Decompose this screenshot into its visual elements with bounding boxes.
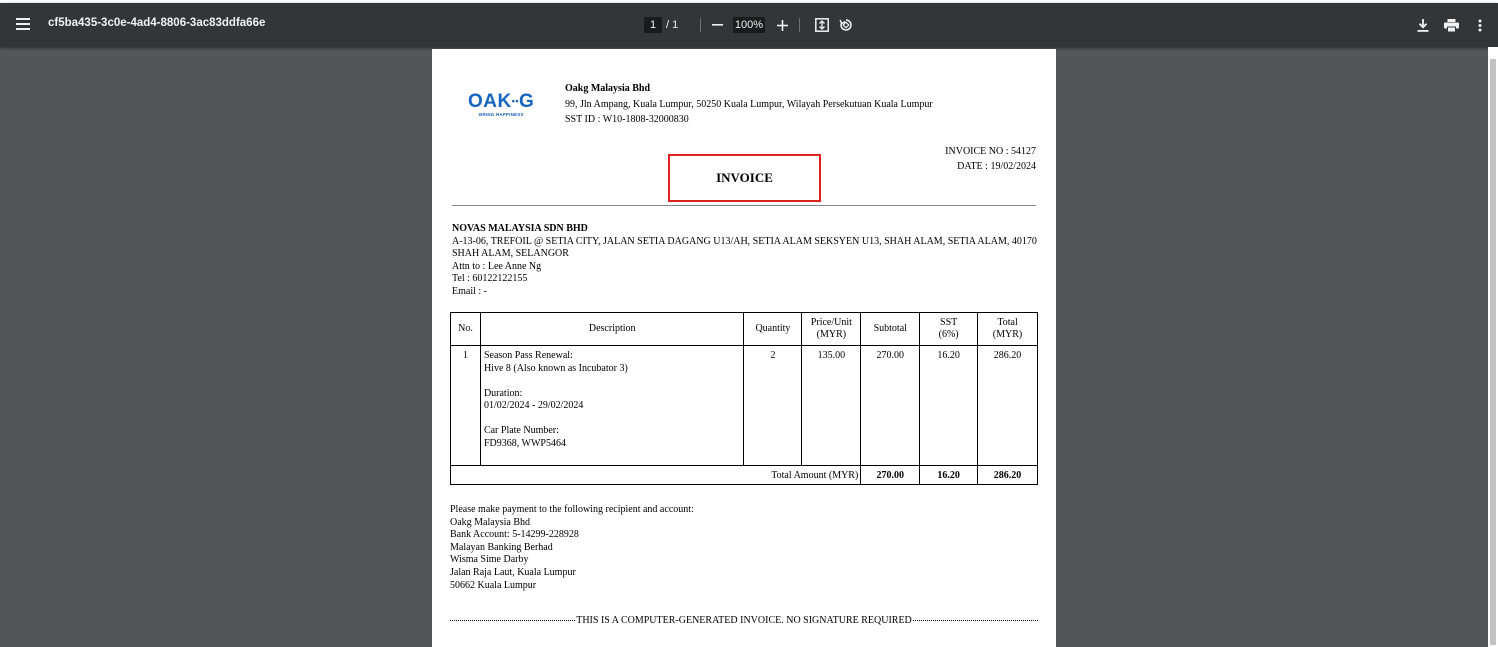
company-details — [565, 81, 933, 128]
payment-line: Jalan Raja Laut, Kuala Lumpur — [450, 566, 576, 578]
payment-line: Wisma Sime Darby — [450, 554, 529, 566]
row-subtotal: 270.00 — [861, 346, 920, 466]
customer-address-line1: A-13-06, TREFOIL @ SETIA CITY, JALAN SETIA DAGANG U13/AH, SETIA ALAM SEKSYEN U13, SHAH ALAM, SETIA ALAM, 40170 — [452, 235, 1037, 247]
col-header-subtotal: Subtotal — [861, 313, 920, 346]
customer-address-line2: SHAH ALAM, SELANGOR — [452, 248, 569, 259]
total-subtotal: 270.00 — [861, 466, 920, 485]
footer-dotted-rule — [450, 620, 575, 621]
rotate-icon[interactable] — [837, 15, 855, 35]
toolbar-divider — [700, 18, 701, 32]
footer-note — [450, 614, 1038, 626]
total-amount-label: Total Amount (MYR) — [451, 466, 861, 485]
col-header-price-unit-line1: Price/Unit — [810, 317, 852, 328]
payment-line: 50662 Kuala Lumpur — [450, 579, 537, 591]
vertical-scrollbar[interactable] — [1488, 47, 1498, 647]
menu-icon[interactable] — [12, 13, 34, 35]
desc-line: Duration: — [483, 387, 523, 399]
payment-instructions — [450, 504, 694, 592]
more-options-icon[interactable] — [1474, 15, 1486, 35]
page-number-input[interactable]: 1 — [644, 17, 662, 33]
payment-line: Please make payment to the following recipient and account: — [450, 504, 694, 515]
zoom-out-icon[interactable] — [709, 15, 725, 35]
row-price-unit: 135.00 — [802, 346, 861, 466]
customer-attn: Attn to : Lee Anne Ng — [452, 260, 542, 272]
company-sst-id: SST ID : W10-1808-32000830 — [565, 114, 689, 125]
payment-line: Malayan Banking Berhad — [450, 541, 553, 553]
customer-tel: Tel : 60122122155 — [452, 273, 528, 284]
col-header-quantity: Quantity — [744, 313, 802, 346]
col-header-no: No. — [451, 313, 481, 346]
logo-text-g: G — [519, 91, 535, 112]
invoice-meta — [945, 144, 1036, 174]
footer-dotted-rule — [913, 620, 1038, 621]
print-icon[interactable] — [1442, 15, 1460, 35]
col-header-total-line1: Total — [997, 317, 1018, 328]
invoice-number: INVOICE NO : 54127 — [945, 146, 1036, 157]
company-logo — [468, 91, 538, 121]
company-name: Oakg Malaysia Bhd — [565, 83, 651, 94]
toolbar-divider — [799, 18, 800, 32]
logo-dots-icon: •• — [511, 96, 520, 106]
invoice-items-table — [450, 312, 1038, 485]
desc-line: 01/02/2024 - 29/02/2024 — [483, 400, 584, 411]
payment-line: Oakg Malaysia Bhd — [450, 516, 530, 528]
table-header-row — [451, 313, 1038, 346]
footer-text: THIS IS A COMPUTER-GENERATED INVOICE. NO SIGNATURE REQUIRED — [576, 614, 912, 626]
logo-tagline: BRING HAPPINESS — [479, 112, 524, 117]
pdf-toolbar — [0, 3, 1498, 47]
invoice-date: DATE : 19/02/2024 — [957, 161, 1036, 172]
row-sst: 16.20 — [920, 346, 978, 466]
invoice-title: INVOICE — [716, 170, 773, 185]
col-header-sst-line1: SST — [940, 317, 958, 328]
customer-name: NOVAS MALAYSIA SDN BHD — [452, 223, 588, 234]
col-header-sst — [920, 313, 978, 346]
table-row — [451, 346, 1038, 466]
col-header-sst-line2: (6%) — [938, 329, 959, 340]
total-sst: 16.20 — [920, 466, 978, 485]
col-header-description: Description — [480, 313, 744, 346]
row-quantity: 2 — [744, 346, 802, 466]
customer-email: Email : - — [452, 285, 487, 297]
total-amount: 286.20 — [978, 466, 1038, 485]
col-header-total — [978, 313, 1038, 346]
header-divider — [452, 205, 1036, 206]
desc-line: Season Pass Renewal: — [483, 350, 573, 361]
company-address: 99, Jln Ampang, Kuala Lumpur, 50250 Kuala Lumpur, Wilayah Persekutuan Kuala Lumpur — [565, 98, 933, 110]
fit-to-page-icon[interactable] — [813, 15, 831, 35]
col-header-price-unit — [802, 313, 861, 346]
invoice-title-highlight — [668, 154, 821, 202]
logo-text: OAK — [468, 91, 512, 112]
table-total-row — [451, 466, 1038, 485]
page-total: / 1 — [666, 19, 679, 31]
scrollbar-thumb[interactable] — [1490, 59, 1496, 645]
row-description — [480, 346, 744, 466]
col-header-total-line2: (MYR) — [992, 329, 1023, 340]
pdf-page — [432, 49, 1056, 647]
row-no: 1 — [451, 346, 481, 466]
bill-to — [452, 223, 1037, 298]
desc-line: Hive 8 (Also known as Incubator 3) — [483, 362, 628, 374]
col-header-price-unit-line2: (MYR) — [816, 329, 847, 340]
desc-line: FD9368, WWP5464 — [483, 437, 566, 449]
payment-line: Bank Account: 5-14299-228928 — [450, 529, 579, 541]
zoom-in-icon[interactable] — [774, 15, 790, 35]
document-title: cf5ba435-3c0e-4ad4-8806-3ac83ddfa66e — [48, 17, 266, 29]
download-icon[interactable] — [1415, 15, 1431, 35]
desc-line: Car Plate Number: — [483, 425, 559, 436]
zoom-level-input[interactable]: 100% — [734, 19, 764, 31]
row-total: 286.20 — [978, 346, 1038, 466]
